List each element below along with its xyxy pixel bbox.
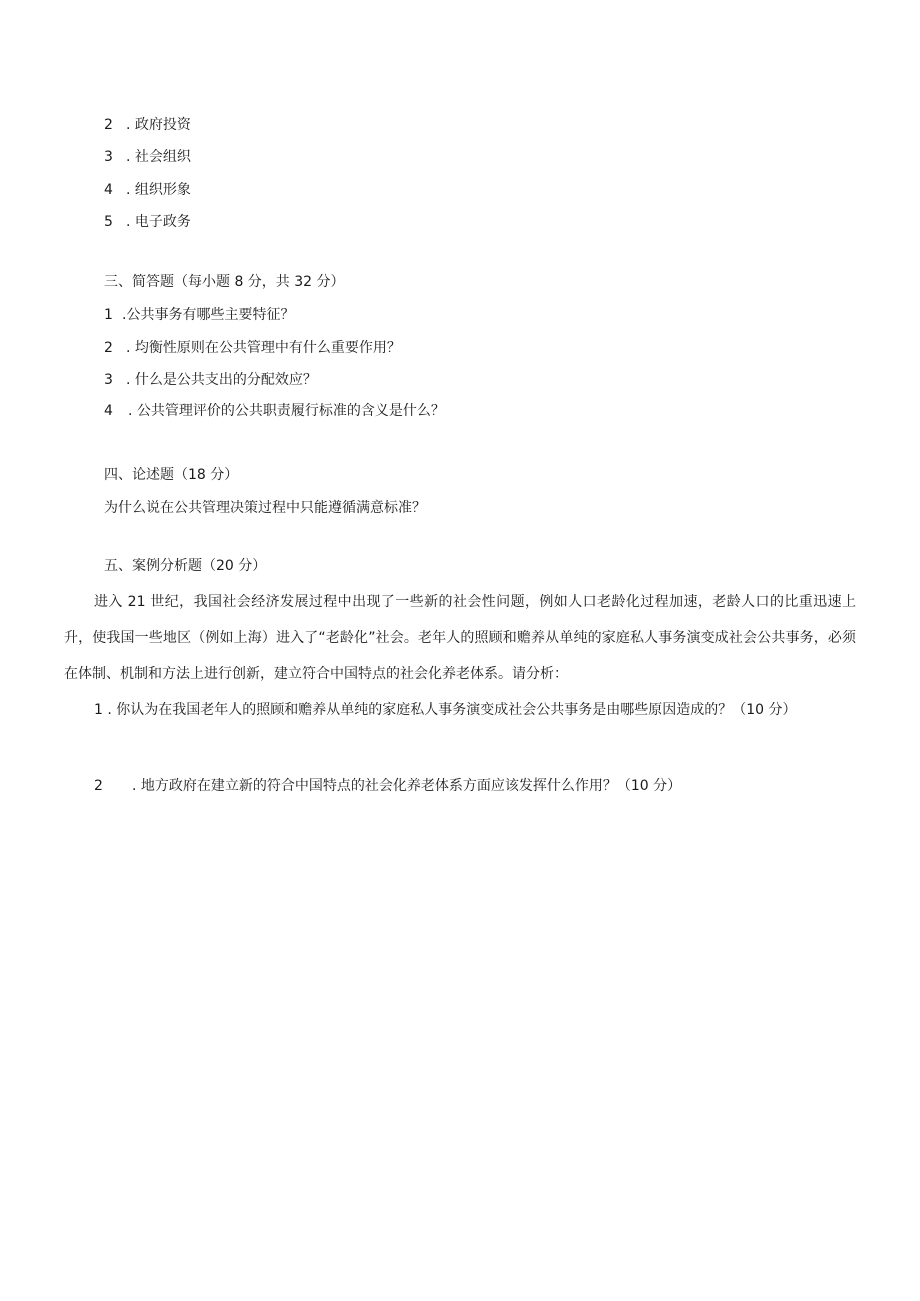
question-item: 3 . 什么是公共支出的分配效应？	[104, 372, 317, 388]
list-item: 5 . 电子政务	[104, 214, 191, 230]
section-heading-case-analysis: 五、案例分析题（20 分）	[104, 558, 267, 574]
case-question-1: 1 . 你认为在我国老年人的照顾和赡养从单纯的家庭私人事务演变成社会公共事务是由哪些原因造成的？（10 分）	[94, 702, 797, 718]
question-item: 4 . 公共管理评价的公共职责履行标准的含义是什么？	[104, 403, 445, 419]
question-item: 1 .公共事务有哪些主要特征？	[104, 307, 295, 323]
question-item: 2 . 均衡性原则在公共管理中有什么重要作用？	[104, 340, 401, 356]
essay-question: 为什么说在公共管理决策过程中只能遵循满意标准？	[104, 500, 426, 516]
list-item: 4 . 组织形象	[104, 182, 191, 198]
case-paragraph: 进入 21 世纪，我国社会经济发展过程中出现了一些新的社会性问题，例如人口老龄化过程加速，老龄人口的比重迅速上升，使我国一些地区（例如上海）进入了“老龄化”社会。老年人的照顾和赡养从单纯的家庭私人事务演变成社会公共事务，必须在体制、机制和方法上进行创新，建立符合中国特点的社会化养老体系。请分析：	[64, 594, 856, 682]
section-heading-short-answer: 三、简答题（每小题 8 分，共 32 分）	[104, 274, 345, 290]
list-item: 3 . 社会组织	[104, 149, 191, 165]
list-item: 2 . 政府投资	[104, 117, 191, 133]
case-question-2: 2 . 地方政府在建立新的符合中国特点的社会化养老体系方面应该发挥什么作用？（10 分）	[94, 778, 682, 794]
section-heading-essay: 四、论述题（18 分）	[104, 467, 239, 483]
